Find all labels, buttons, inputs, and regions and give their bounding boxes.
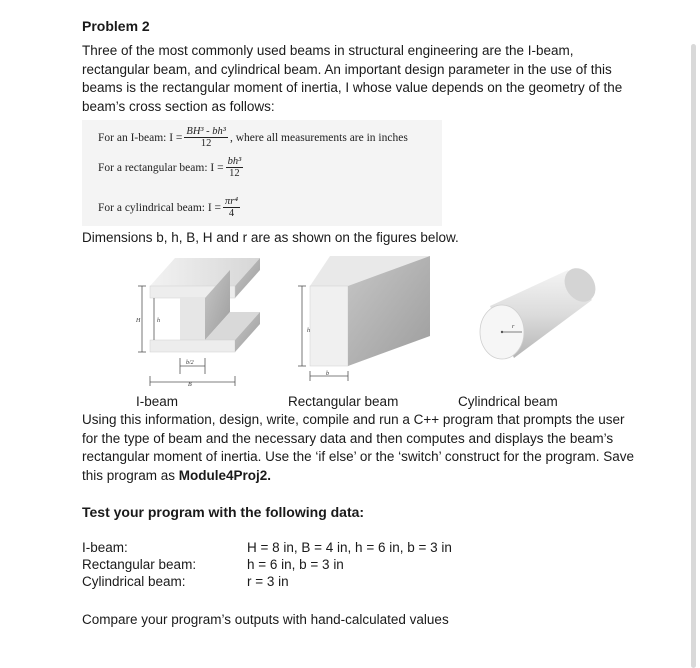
intro-paragraph: Three of the most commonly used beams in structural engineering are the I-beam, rectangular beam, and cylindrical beam. An important design parameter in the use of this beams is the rectangular moment of inertia, I whose value depends on the geometry of the beam’s cross section as follows:: [82, 43, 623, 114]
formula-cyl-lhs: For a cylindrical beam: I =: [98, 201, 222, 214]
formula-cyl-fraction: [223, 196, 240, 219]
rect-h-label: h: [307, 328, 310, 334]
formula-rect-fraction: [226, 156, 244, 179]
ibeam-caption: I-beam: [136, 394, 179, 409]
test-data-row-rect: [82, 557, 642, 575]
program-name: Module4Proj2.: [178, 467, 272, 483]
test-data-row-cyl: [82, 574, 642, 592]
vertical-scrollbar[interactable]: [691, 44, 696, 668]
formula-ibeam-note: , where all measurements are in inches: [229, 131, 408, 144]
test-heading: Test your program with the following data:: [82, 504, 365, 520]
test-data-value: H = 8 in, B = 4 in, h = 6 in, b = 3 in: [247, 540, 452, 555]
formula-ibeam-lhs: For an I-beam: I =: [98, 131, 183, 144]
formula-cyl-denominator: 4: [228, 208, 235, 219]
dimensions-sentence: Dimensions b, h, B, H and r are as shown on the figures below.: [82, 230, 459, 245]
ibeam-figure: [135, 258, 260, 388]
problem-title: Problem 2: [82, 18, 150, 34]
compare-instruction: Compare your program’s outputs with hand-calculated values: [82, 612, 449, 627]
ibeam-web-face: [180, 298, 205, 340]
test-data-label: Rectangular beam:: [82, 557, 197, 572]
cylindrical-beam-figure: [480, 262, 600, 359]
formula-rect-denominator: 12: [229, 168, 240, 179]
ibeam-b-half-label: b/2: [186, 360, 194, 366]
formula-cyl: [98, 196, 242, 219]
formula-ibeam-fraction: [184, 126, 228, 149]
cyl-center-point: [501, 331, 503, 333]
formula-rect-lhs: For a rectangular beam: I =: [98, 161, 224, 174]
formula-block: [82, 120, 442, 226]
ibeam-B-label: B: [188, 382, 192, 388]
formula-cyl-numerator: πr⁴: [225, 196, 239, 207]
beam-figures: [120, 248, 600, 388]
cyl-r-label: r: [512, 324, 515, 330]
rectangular-beam-caption: Rectangular beam: [288, 394, 399, 409]
formula-ibeam-denominator: 12: [200, 138, 212, 149]
task-description: [82, 411, 642, 485]
test-data-value: h = 6 in, b = 3 in: [247, 557, 344, 572]
rectangular-beam-figure: [298, 256, 430, 381]
test-data-row-ibeam: [82, 540, 642, 558]
test-data-label: Cylindrical beam:: [82, 574, 186, 589]
test-data-value: r = 3 in: [247, 574, 289, 589]
task-description-text: Using this information, design, write, compile and run a C++ program that prompts the user for the type of beam and the necessary data and then computes and displays the beam’s rectangular moment of inertia. Use the ‘if else’ or the ‘switch’ construct for the program. Save this program as: [82, 412, 634, 483]
formula-rect: [98, 156, 245, 179]
ibeam-bottom-flange-face: [150, 340, 235, 352]
ibeam-H-label: H: [136, 318, 141, 324]
formula-rect-numerator: bh³: [227, 156, 242, 167]
rect-b-label: b: [326, 371, 329, 377]
formula-ibeam-numerator: BH³ - bh³: [186, 126, 226, 137]
cylindrical-beam-caption: Cylindrical beam: [458, 394, 558, 409]
rect-beam-front: [310, 286, 348, 366]
formula-ibeam: [98, 126, 408, 149]
test-data-label: I-beam:: [82, 540, 128, 555]
ibeam-h-label: h: [157, 318, 160, 324]
